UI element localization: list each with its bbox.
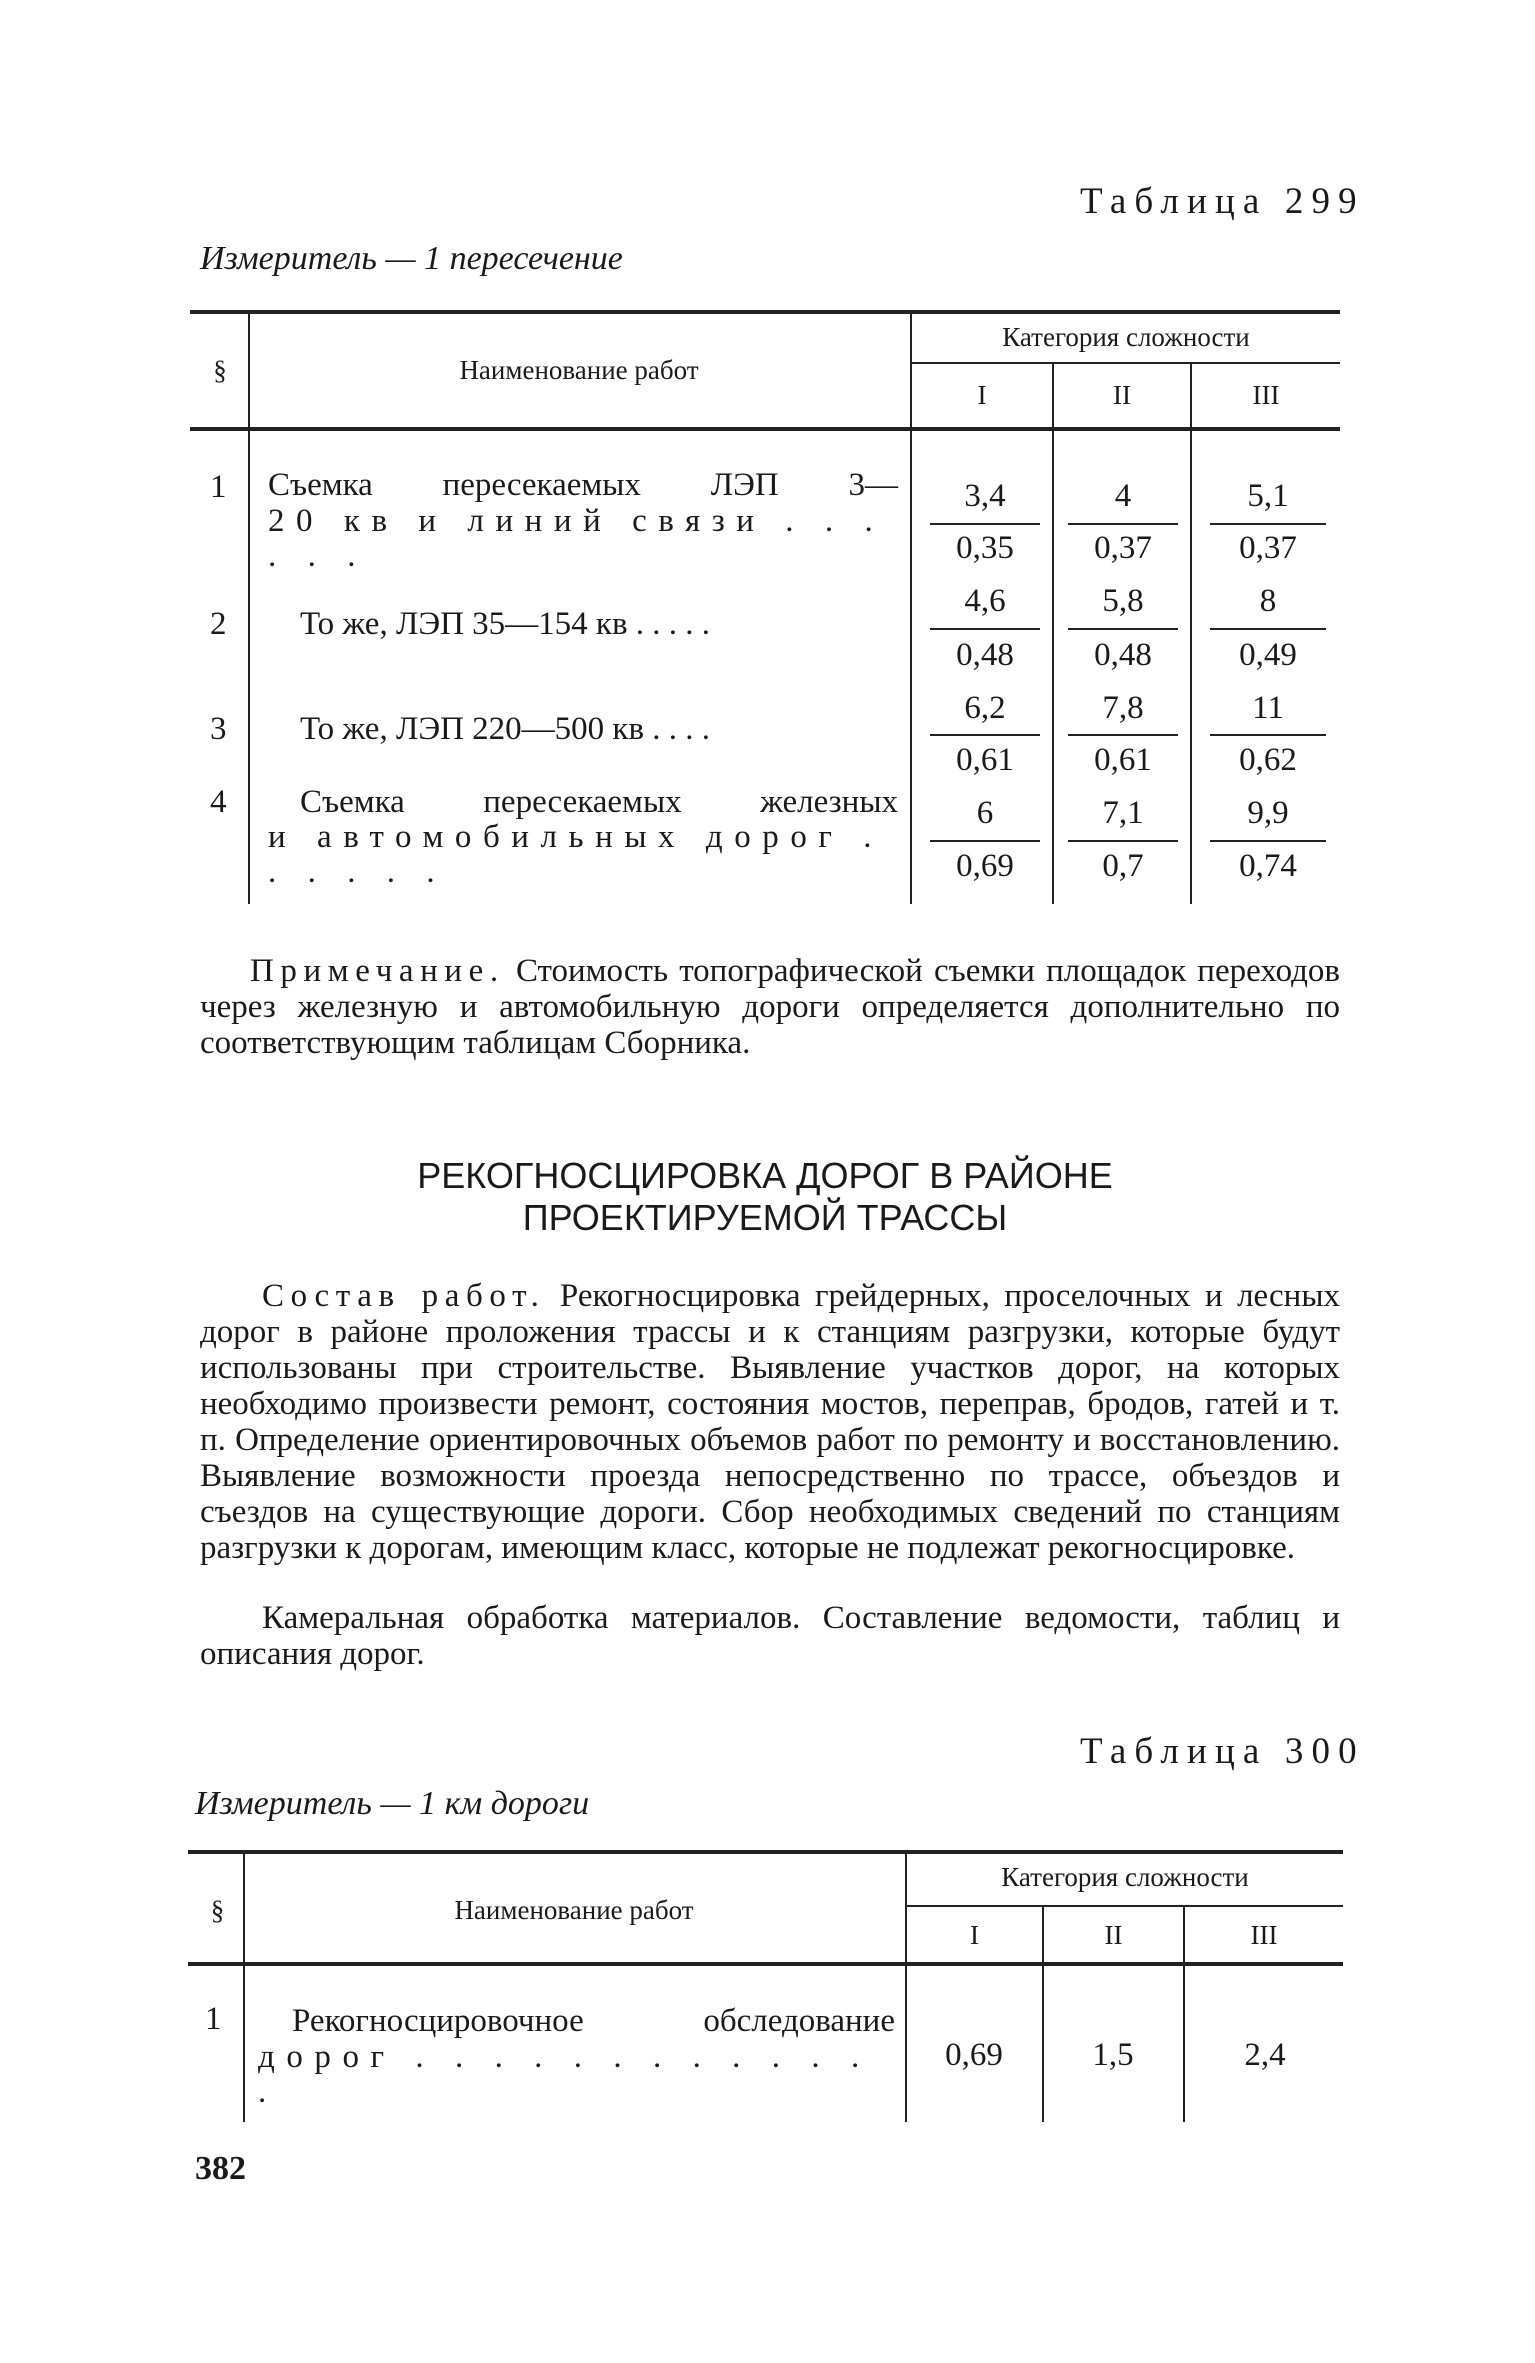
t300-row-1-cat2: 1,5 <box>1092 2037 1134 2073</box>
t300-col-category-header: Категория сложности <box>1001 1862 1249 1892</box>
t300-col-section-header: § <box>210 1895 225 1925</box>
col-cat3-header: III <box>1252 380 1280 410</box>
row-1-name-line1: Съемка пересекаемых ЛЭП 3— <box>268 467 898 503</box>
row-4-cat1-numerator: 6 <box>976 795 994 831</box>
row-4-cat2-denominator: 0,7 <box>1102 848 1144 884</box>
table-299-caption: Таблица 299 <box>1080 181 1365 222</box>
row-3-number: 3 <box>210 711 227 747</box>
row-2-cat1-denominator: 0,48 <box>956 637 1014 673</box>
row-2-name: То же, ЛЭП 35—154 кв . . . . . <box>300 606 711 642</box>
row-1-cat3-numerator: 5,1 <box>1247 478 1289 514</box>
row-3-cat3-denominator: 0,62 <box>1239 742 1297 778</box>
t300-col-cat1-header: I <box>970 1920 979 1950</box>
t300-col-cat2-header: II <box>1104 1920 1123 1950</box>
row-3-cat3-numerator: 11 <box>1252 690 1284 726</box>
row-2-cat2-denominator: 0,48 <box>1094 637 1152 673</box>
row-4-cat1-denominator: 0,69 <box>956 848 1014 884</box>
row-2-cat2-numerator: 5,8 <box>1102 583 1144 619</box>
processing-text: Камеральная обработка материалов. Составление ведомости, таблиц и описания дорог. <box>200 1600 1340 1672</box>
row-3-cat2-numerator: 7,8 <box>1102 690 1144 726</box>
note-text: Стоимость топографической съемки площадок переходов через железную и автомобильную дороги определяется дополнительно по соответствующим таблицам Сборника. <box>200 953 1340 1061</box>
t300-row-1-number: 1 <box>205 2001 222 2037</box>
row-1-cat2-denominator: 0,37 <box>1094 530 1152 566</box>
row-4-number: 4 <box>210 784 227 820</box>
row-1-number: 1 <box>210 469 227 505</box>
row-1-cat1-denominator: 0,35 <box>956 530 1014 566</box>
row-1-cat2-numerator: 4 <box>1114 478 1132 514</box>
row-1-name-line2: 20 кв и линий связи . . . . . . <box>268 503 885 574</box>
table-300-caption: Таблица 300 <box>1080 1731 1365 1772</box>
col-name-header: Наименование работ <box>459 355 699 385</box>
table-300-meter: Измеритель — 1 км дороги <box>195 1785 590 1822</box>
t300-row-1-name-line1: Рекогносцировочное обследование <box>292 2003 895 2039</box>
row-4-name-line2: и автомобильных дорог . . . . . . <box>268 819 884 890</box>
section-title <box>190 1155 1340 1239</box>
t300-row-1-name-line2: дорог . . . . . . . . . . . . . <box>258 2039 871 2110</box>
col-section-header: § <box>213 355 227 385</box>
t300-col-name-header: Наименование работ <box>454 1895 694 1925</box>
row-4-cat3-numerator: 9,9 <box>1247 795 1289 831</box>
col-cat1-header: I <box>977 380 987 410</box>
row-2-cat3-numerator: 8 <box>1259 583 1277 619</box>
row-1-cat3-denominator: 0,37 <box>1239 530 1297 566</box>
row-4-name-line1: Съемка пересекаемых железных <box>300 784 898 820</box>
col-category-header: Категория сложности <box>1002 322 1250 352</box>
page-number: 382 <box>195 2150 246 2187</box>
row-3-name: То же, ЛЭП 220—500 кв . . . . <box>300 711 711 747</box>
row-3-cat1-denominator: 0,61 <box>956 742 1014 778</box>
composition-text: Рекогносцировка грейдерных, проселочных и лесных дорог в районе проложения трассы и к станциям разгрузки, которые будут использованы при строительстве. Выявление участков дорог, на которых необходимо произвести ремонт, состояния мостов, переправ, бродов, гатей и т. п. Определение ориентировочных объемов работ по ремонту и восстановлению. Выявление возможности проезда непосредственно по трассе, объездов и съездов на существующие дороги. Сбор необходимых сведений по станциям разгрузки к дорогам, имеющим класс, которые не подлежат рекогносцировке. <box>200 1278 1340 1566</box>
note-paragraph <box>200 953 1340 1061</box>
row-2-cat3-denominator: 0,49 <box>1239 637 1297 673</box>
note-label: Примечание. <box>250 953 505 989</box>
composition-paragraph <box>200 1278 1340 1566</box>
row-4-cat2-numerator: 7,1 <box>1102 795 1144 831</box>
t300-col-cat3-header: III <box>1250 1920 1278 1950</box>
section-title-line2: ПРОЕКТИРУЕМОЙ ТРАССЫ <box>522 1197 1008 1238</box>
row-3-cat2-denominator: 0,61 <box>1094 742 1152 778</box>
table-299-meter: Измеритель — 1 пересечение <box>200 240 623 277</box>
t300-row-1-cat3: 2,4 <box>1244 2037 1286 2073</box>
row-2-number: 2 <box>210 606 227 642</box>
row-1-cat1-numerator: 3,4 <box>964 478 1006 514</box>
row-2-cat1-numerator: 4,6 <box>964 583 1006 619</box>
col-cat2-header: II <box>1113 380 1131 410</box>
processing-paragraph <box>200 1600 1340 1672</box>
section-title-line1: РЕКОГНОСЦИРОВКА ДОРОГ В РАЙОНЕ <box>417 1155 1113 1196</box>
row-4-cat3-denominator: 0,74 <box>1239 848 1297 884</box>
row-3-cat1-numerator: 6,2 <box>964 690 1006 726</box>
t300-row-1-cat1: 0,69 <box>945 2037 1003 2073</box>
composition-label: Состав работ. <box>262 1278 546 1314</box>
